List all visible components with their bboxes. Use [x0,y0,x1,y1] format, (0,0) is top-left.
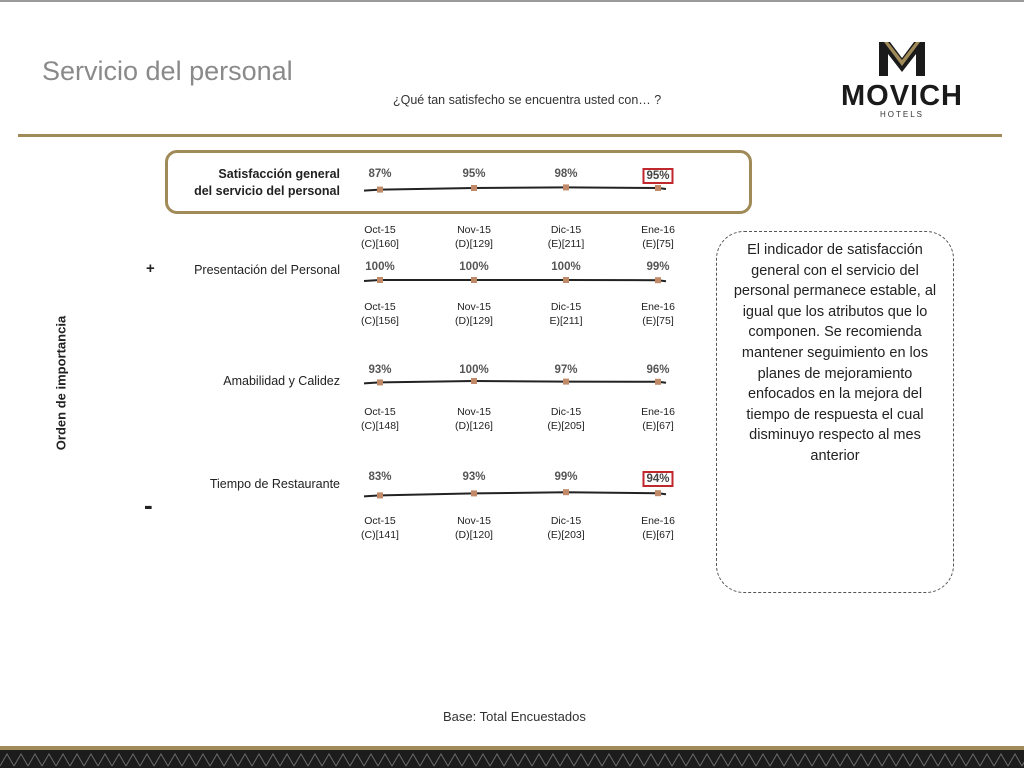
chart-title: Amabilidad y Calidez [223,374,340,388]
data-label: 95% [642,168,673,184]
data-label: 99% [646,261,670,273]
x-tick-period: Dic-15 [550,224,582,236]
x-tick-period: Oct-15 [364,406,396,418]
x-tick-label [641,300,675,328]
data-label: 94% [642,471,673,487]
x-tick-base: (D)[129] [455,238,493,250]
x-tick-label [547,514,584,542]
x-tick-label [641,405,675,433]
x-tick-period: Nov-15 [457,406,491,418]
data-label: 93% [368,364,392,376]
x-tick-base: (C)[148] [361,420,399,432]
data-point [655,379,661,385]
importance-axis-title: Orden de importancia [53,315,69,451]
x-tick-base: (E)[205] [547,420,585,432]
data-point [377,379,383,385]
x-tick-label [361,300,399,328]
x-tick-period: Dic-15 [550,515,582,527]
data-point [377,277,383,283]
series-line [364,381,666,383]
x-tick-base: (D)[129] [455,315,493,327]
data-label: 96% [646,364,670,376]
x-tick-period: Oct-15 [364,224,396,236]
x-tick-period: Oct-15 [364,515,396,527]
x-tick-base: (C)[141] [361,529,399,541]
x-tick-label [455,300,493,328]
data-point [471,378,477,384]
logo-wordmark: MOVICH [841,80,963,112]
x-tick-label [641,514,675,542]
x-tick-base: (D)[120] [455,529,493,541]
x-tick-label [361,405,399,433]
data-label: 93% [462,471,486,483]
data-point [471,277,477,283]
decorative-bottom-band [0,746,1024,768]
importance-minus-sign: - [144,490,153,520]
x-tick-base: (C)[156] [361,315,399,327]
x-tick-period: Nov-15 [457,224,491,236]
x-tick-base: (E)[75] [642,315,674,327]
top-border [0,0,1024,2]
x-tick-base: E)[211] [549,315,583,327]
x-tick-label [455,405,493,433]
data-label: 98% [554,168,578,180]
x-tick-base: (E)[67] [642,529,674,541]
x-tick-base: (C)[160] [361,238,399,250]
x-tick-period: Dic-15 [550,406,582,418]
x-tick-period: Ene-16 [641,515,675,527]
data-label: 99% [554,471,578,483]
data-point [377,492,383,498]
insight-note: El indicador de satisfacción general con el servicio del personal permanece estable, al igual que los atributos que lo componen. Se recomienda mantener seguimiento en los planes de mejoramiento enfocados en la mejora del tiempo de respuesta el cual disminuyo respecto al mes anterior [716,231,954,593]
data-point [563,277,569,283]
question-subtitle: ¿Qué tan satisfecho se encuentra usted con… ? [393,93,662,107]
x-tick-period: Dic-15 [550,301,582,313]
data-point [655,490,661,496]
x-tick-label [361,514,399,542]
x-tick-label [455,514,493,542]
data-label: 83% [368,471,392,483]
logo-subtext: HOTELS [879,110,924,119]
chart-title-line: Satisfacción general [218,167,340,181]
x-tick-period: Ene-16 [641,224,675,236]
data-point [655,277,661,283]
movich-emblem-icon [816,38,988,82]
x-tick-label [641,223,675,251]
x-tick-base: (E)[67] [642,420,674,432]
x-tick-period: Nov-15 [457,515,491,527]
x-tick-label [549,300,582,328]
data-label: 100% [459,261,489,273]
x-tick-label [547,405,584,433]
chart-title-line: del servicio del personal [194,184,340,198]
x-tick-label [548,223,585,251]
importance-plus-sign: + [146,260,155,277]
x-tick-base: (E)[211] [547,238,585,250]
data-label: 95% [462,168,486,180]
series-line [364,280,666,281]
movich-logo [816,38,988,122]
data-label: 87% [368,168,392,180]
series-line [364,492,666,496]
data-point [471,490,477,496]
data-label: 97% [554,364,578,376]
chart-title: Tiempo de Restaurante [209,477,340,491]
data-label: 100% [551,261,581,273]
base-footnote: Base: Total Encuestados [443,709,586,724]
x-tick-base: (D)[126] [455,420,493,432]
x-tick-period: Oct-15 [364,301,396,313]
x-tick-period: Ene-16 [641,406,675,418]
data-label: 100% [365,261,395,273]
x-tick-period: Ene-16 [641,301,675,313]
x-tick-base: (E)[75] [642,238,674,250]
chart-title [194,166,340,200]
data-point [563,489,569,495]
x-tick-label [455,223,493,251]
header-rule [18,134,1002,137]
x-tick-period: Nov-15 [457,301,491,313]
x-tick-label [361,223,399,251]
chart-title: Presentación del Personal [194,263,340,277]
data-label: 100% [459,364,489,376]
x-tick-base: (E)[203] [547,529,585,541]
page-title: Servicio del personal [42,56,293,86]
data-point [563,379,569,385]
